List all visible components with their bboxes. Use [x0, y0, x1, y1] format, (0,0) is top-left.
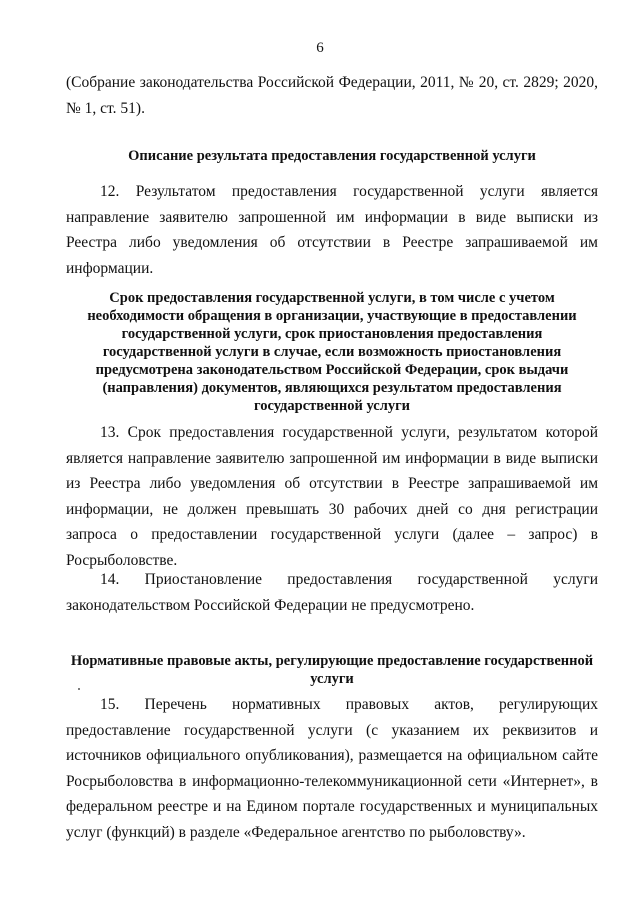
section-heading-legal-acts: Нормативные правовые акты, регулирующие предоставление государственной услуги	[70, 653, 594, 687]
section-heading-term: Срок предоставления государственной услуги, в том числе с учетом необходимости обращения в организации, участвующие в предоставлении государственной услуги, срок приостановления предоставления государственной услуги в случае, если возможность приостановления предусмотрена законодательством Российской Федерации, срок выдачи (направления) документов, являющихся результатом предоставления государственной услуги	[87, 290, 577, 414]
page-number: 6	[316, 40, 324, 56]
paragraph-12: 12. Результатом предоставления государственной услуги является направление заявителю запрошенной им информации в виде выписки из Реестра либо уведомления об отсутствии в Реестре запрашиваемой им информации.	[66, 183, 598, 277]
paragraph-14: 14. Приостановление предоставления государственной услуги законодательством Российской Федерации не предусмотрено.	[66, 571, 598, 614]
scan-speck	[78, 688, 80, 690]
citation-paragraph: (Собрание законодательства Российской Федерации, 2011, № 20, ст. 2829; 2020, № 1, ст. 51).	[66, 74, 598, 117]
paragraph-15: 15. Перечень нормативных правовых актов, регулирующих предоставление государственной услуги (с указанием их реквизитов и источников официального опубликования), размещается на официальном сайте Росрыболовства в информационно-телекоммуникационной сети «Интернет», в федеральном реестре и на Едином портале государственных и муниципальных услуг (функций) в разделе «Федеральное агентство по рыболовству».	[66, 696, 598, 841]
paragraph-13: 13. Срок предоставления государственной услуги, результатом которой является направление заявителю запрошенной им информации в виде выписки из Реестра либо уведомления об отсутствии в Реестре запрашиваемой им информации, не должен превышать 30 рабочих дней со дня регистрации запроса о предоставлении государственной услуги (далее – запрос) в Росрыболовстве.	[66, 424, 598, 569]
section-heading-result: Описание результата предоставления государственной услуги	[128, 148, 536, 164]
